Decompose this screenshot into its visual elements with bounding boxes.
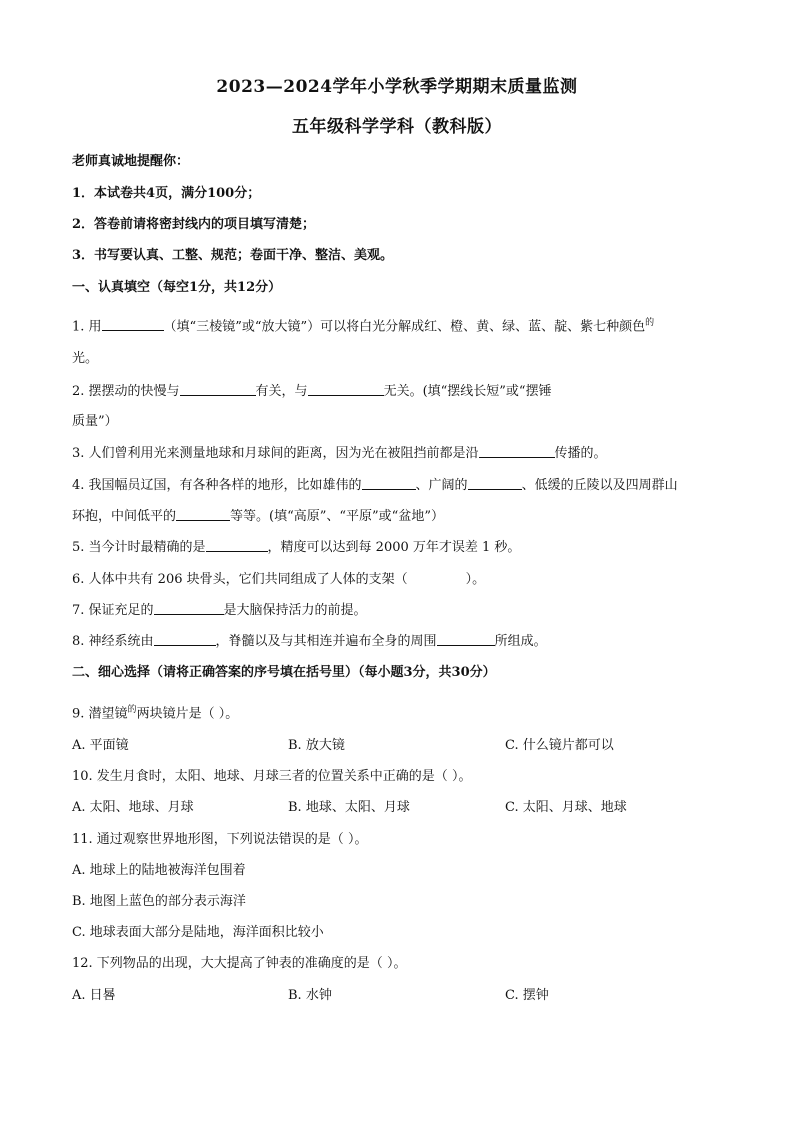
exam-subtitle: 五年级科学学科（教科版） [292,117,502,137]
option-b[interactable]: B. 放大镜 [288,738,345,753]
answer-blank[interactable] [437,632,495,646]
answer-blank[interactable] [479,444,555,458]
notice-item-3: 3．书写要认真、工整、规范；卷面干净、整洁、美观。 [72,248,394,263]
answer-blank[interactable] [102,317,164,331]
question-2: 2. 摆摆动的快慢与 有关，与 无关。(填“摆线长短”或“摆锤 [72,384,552,399]
question-11: 11. 通过观察世界地形图，下列说法错误的是（ ）。 [72,832,368,847]
option-a[interactable]: A. 地球上的陆地被海洋包围着 [72,863,246,878]
option-a[interactable]: A. 日晷 [72,988,116,1003]
answer-blank[interactable] [180,382,256,396]
answer-blank[interactable] [176,507,230,521]
option-b[interactable]: B. 地球、太阳、月球 [288,800,410,815]
answer-blank[interactable] [206,538,268,552]
option-b[interactable]: B. 水钟 [288,988,332,1003]
exam-title: 2023—2024学年小学秋季学期期末质量监测 [216,77,578,97]
question-4: 4. 我国幅员辽国，有各种各样的地形，比如雄伟的 、广阔的 、低缓的丘陵以及四周群山 [72,478,678,493]
question-8: 8. 神经系统由 ，脊髓以及与其相连并遍布全身的周围 所组成。 [72,634,547,649]
question-4-cont: 环抱，中间低平的 等等。(填“高原”、“平原”或“盆地”） [72,509,444,524]
notice-item-2: 2．答卷前请将密封线内的项目填写清楚； [72,217,316,232]
option-c[interactable]: C. 太阳、月球、地球 [505,800,627,815]
notice-heading: 老师真诚地提醒你： [72,154,190,169]
question-6: 6. 人体中共有 206 块骨头，它们共同组成了人体的支架（ ）。 [72,572,486,587]
question-7: 7. 保证充足的 是大脑保持活力的前提。 [72,603,367,618]
answer-blank[interactable] [468,476,522,490]
option-a[interactable]: A. 平面镜 [72,738,129,753]
option-c[interactable]: C. 什么镜片都可以 [505,738,614,753]
option-c[interactable]: C. 摆钟 [505,988,549,1003]
question-3: 3. 人们曾利用光来测量地球和月球间的距离，因为光在被阻挡前都是沿 传播的。 [72,446,607,461]
question-1: 1. 用 （填“三棱镜”或“放大镜”）可以将白光分解成红、橙、黄、绿、蓝、靛、紫七种颜色$^的$ [72,318,655,335]
question-12: 12. 下列物品的出现，大大提高了钟表的准确度的是（ ）。 [72,956,407,971]
answer-blank[interactable] [308,382,384,396]
notice-item-1: 1．本试卷共4页，满分100分； [72,186,261,201]
answer-blank[interactable] [154,632,216,646]
option-c[interactable]: C. 地球表面大部分是陆地，海洋面积比较小 [72,925,324,940]
question-10: 10. 发生月食时，太阳、地球、月球三者的位置关系中正确的是（ ）。 [72,769,472,784]
question-5: 5. 当今计时最精确的是 ，精度可以达到每 2000 万年才误差 1 秒。 [72,540,521,555]
option-a[interactable]: A. 太阳、地球、月球 [72,800,194,815]
section-2-title: 二、细心选择（请将正确答案的序号填在括号里）（每小题3分，共30分） [72,665,496,680]
option-b[interactable]: B. 地图上蓝色的部分表示海洋 [72,894,246,909]
answer-blank[interactable] [154,601,224,615]
question-2-cont: 质量”） [72,414,118,429]
answer-blank[interactable] [362,476,416,490]
section-1-title: 一、认真填空（每空1分，共12分） [72,280,282,295]
question-9: 9. 潜望镜$^的$两块镜片是（ ）。 [72,705,239,722]
question-1-cont: 光。 [72,351,99,366]
